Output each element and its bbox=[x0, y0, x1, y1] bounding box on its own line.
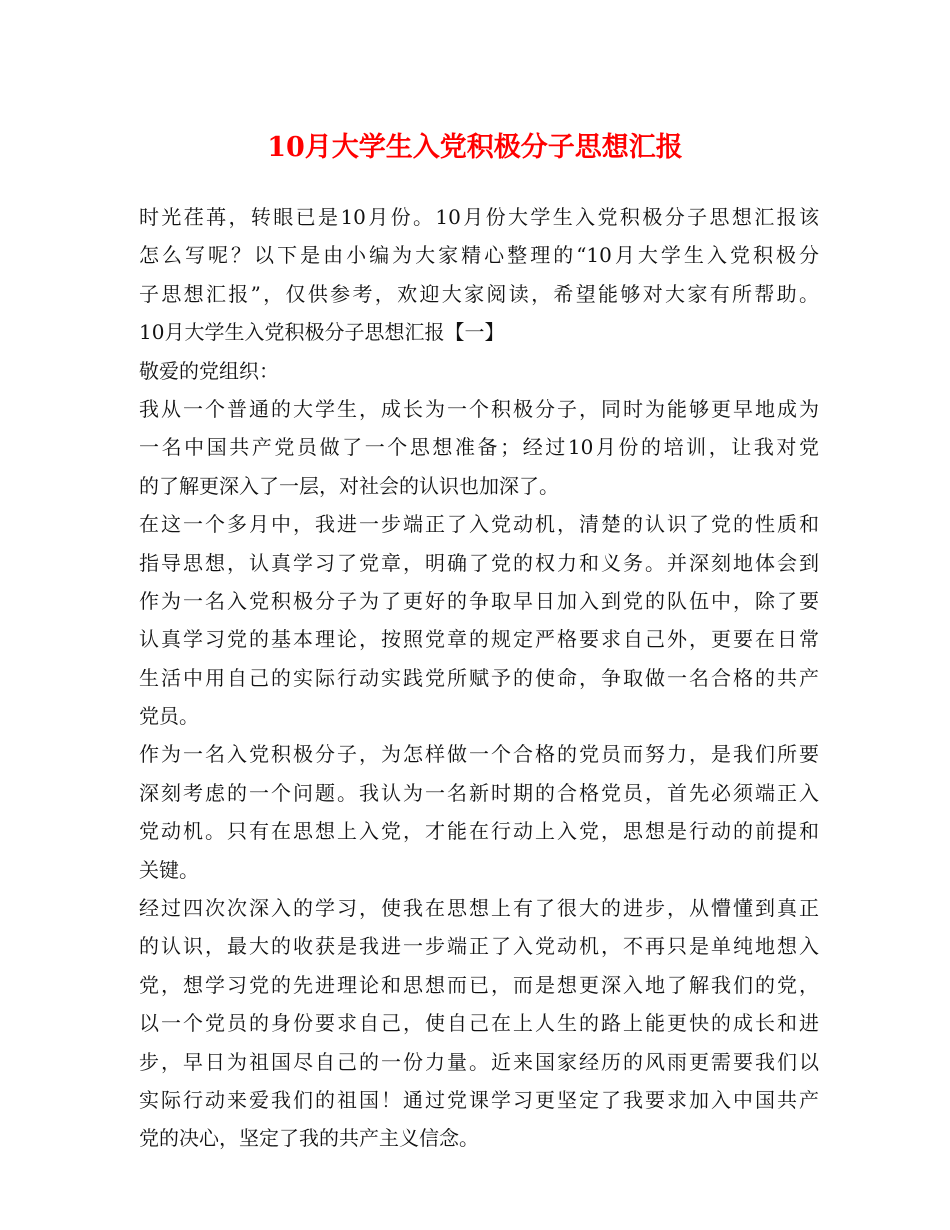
document-title: 10月大学生入党积极分子思想汇报 bbox=[267, 132, 683, 163]
body-line: 关键。 bbox=[139, 857, 199, 882]
body-line: 时光荏苒，转眼已是10月份。10月份大学生入党积极分子思想汇报该 bbox=[139, 205, 819, 229]
body-line: 指导思想，认真学习了党章，明确了党的权力和义务。并深刻地体会到 bbox=[139, 550, 819, 575]
body-line: 实际行动来爱我们的祖国！通过党课学习更坚定了我要求加入中国共产 bbox=[139, 1087, 819, 1112]
body-line: 怎么写呢？以下是由小编为大家精心整理的“10月大学生入党积极分 bbox=[139, 243, 819, 268]
body-line: 步，早日为祖国尽自己的一份力量。近来国家经历的风雨更需要我们以 bbox=[139, 1049, 819, 1074]
body-line: 作为一名入党积极分子为了更好的争取早日加入到党的队伍中，除了要 bbox=[139, 588, 819, 613]
body-line: 的认识，最大的收获是我进一步端正了入党动机，不再只是单纯地想入 bbox=[139, 934, 819, 959]
body-line: 党员。 bbox=[139, 704, 199, 729]
body-line: 党，想学习党的先进理论和思想而已，而是想更深入地了解我们的党， bbox=[139, 972, 819, 997]
body-line: 深刻考虑的一个问题。我认为一名新时期的合格党员，首先必须端正入 bbox=[139, 780, 819, 805]
body-line: 我从一个普通的大学生，成长为一个积极分子，同时为能够更早地成为 bbox=[139, 396, 819, 421]
body-line: 生活中用自己的实际行动实践党所赋予的使命，争取做一名合格的共产 bbox=[139, 665, 819, 690]
body-line: 10月大学生入党积极分子思想汇报【一】 bbox=[139, 320, 505, 345]
body-line: 的了解更深入了一层，对社会的认识也加深了。 bbox=[139, 473, 559, 498]
body-line: 党动机。只有在思想上入党，才能在行动上入党，思想是行动的前提和 bbox=[139, 819, 819, 844]
body-line: 在这一个多月中，我进一步端正了入党动机，清楚的认识了党的性质和 bbox=[139, 512, 819, 537]
document-body bbox=[139, 198, 819, 1158]
body-line: 作为一名入党积极分子，为怎样做一个合格的党员而努力，是我们所要 bbox=[139, 742, 819, 767]
body-line: 一名中国共产党员做了一个思想准备；经过10月份的培训，让我对党 bbox=[139, 435, 819, 460]
body-line: 以一个党员的身份要求自己，使自己在上人生的路上能更快的成长和进 bbox=[139, 1011, 819, 1036]
body-line: 经过四次次深入的学习，使我在思想上有了很大的进步，从懵懂到真正 bbox=[139, 896, 819, 921]
body-line: 敬爱的党组织： bbox=[139, 358, 279, 383]
body-line: 子思想汇报”，仅供参考，欢迎大家阅读，希望能够对大家有所帮助。 bbox=[139, 281, 819, 306]
body-line: 认真学习党的基本理论，按照党章的规定严格要求自己外，更要在日常 bbox=[139, 627, 819, 652]
body-line: 党的决心，坚定了我的共产主义信念。 bbox=[139, 1126, 479, 1151]
